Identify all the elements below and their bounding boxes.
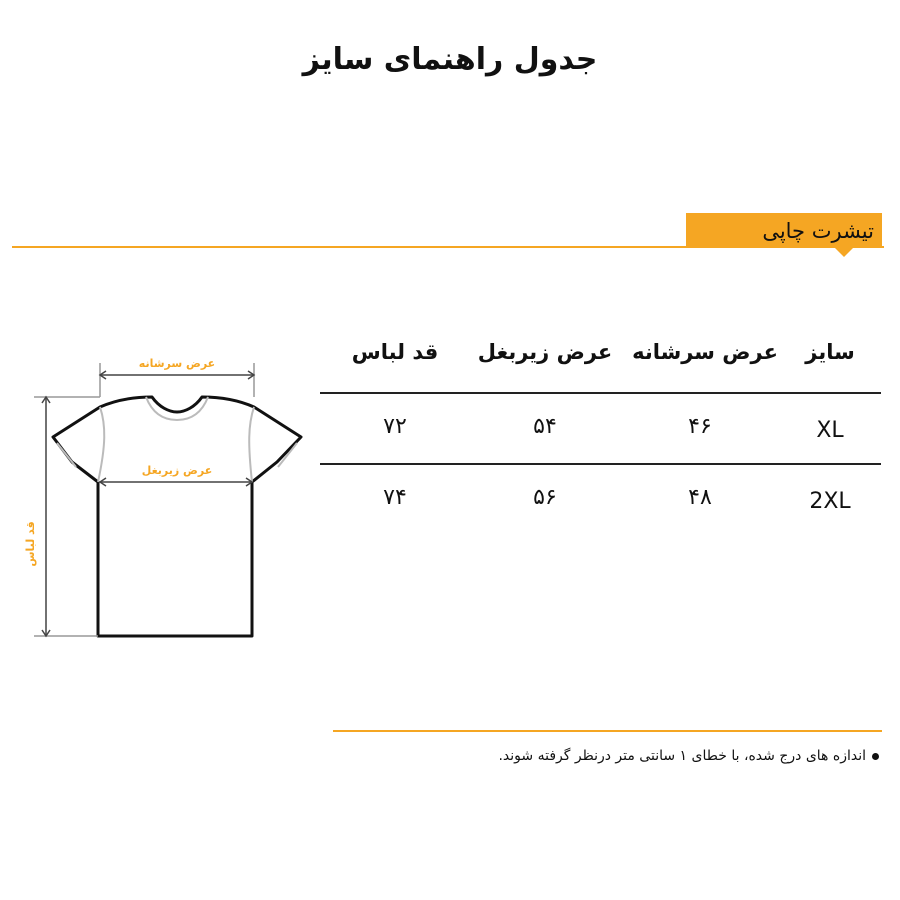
measurement-note: اندازه های درج شده، با خطای ۱ سانتی متر درنظر گرفته شوند. xyxy=(498,748,866,764)
row-2-size: 2XL xyxy=(809,489,851,514)
row-2-shoulder: ۴۸ xyxy=(688,485,712,510)
note-bullet xyxy=(872,753,879,760)
header-chest-width: عرض زیربغل xyxy=(477,340,613,364)
section-tag: تیشرت چاپی xyxy=(686,213,882,248)
row-1-shoulder: ۴۶ xyxy=(688,414,712,439)
row-1-length: ۷۲ xyxy=(383,414,407,439)
row-2-chest: ۵۶ xyxy=(533,485,557,510)
length-label: قد لباس xyxy=(24,521,37,567)
section-tag-notch xyxy=(834,247,854,257)
left-sleeve-seam xyxy=(98,407,104,482)
header-size: سایز xyxy=(805,340,855,364)
table-row-divider xyxy=(320,463,881,465)
tshirt-outline xyxy=(53,397,301,636)
shoulder-label: عرض سرشانه xyxy=(138,357,216,370)
row-1-size: XL xyxy=(816,418,844,443)
table-header-divider xyxy=(320,392,881,394)
header-shoulder-width: عرض سرشانه xyxy=(632,340,778,364)
row-1-chest: ۵۴ xyxy=(533,414,557,439)
page-title: جدول راهنمای سایز xyxy=(302,42,598,77)
row-2-length: ۷۴ xyxy=(383,485,407,510)
header-length: قد لباس xyxy=(351,340,439,364)
tshirt-diagram xyxy=(20,345,310,645)
chest-label: عرض زیربغل xyxy=(141,464,213,477)
left-cuff xyxy=(57,443,76,467)
right-sleeve-seam xyxy=(249,407,254,482)
footer-divider xyxy=(333,730,882,732)
right-cuff xyxy=(278,443,297,467)
